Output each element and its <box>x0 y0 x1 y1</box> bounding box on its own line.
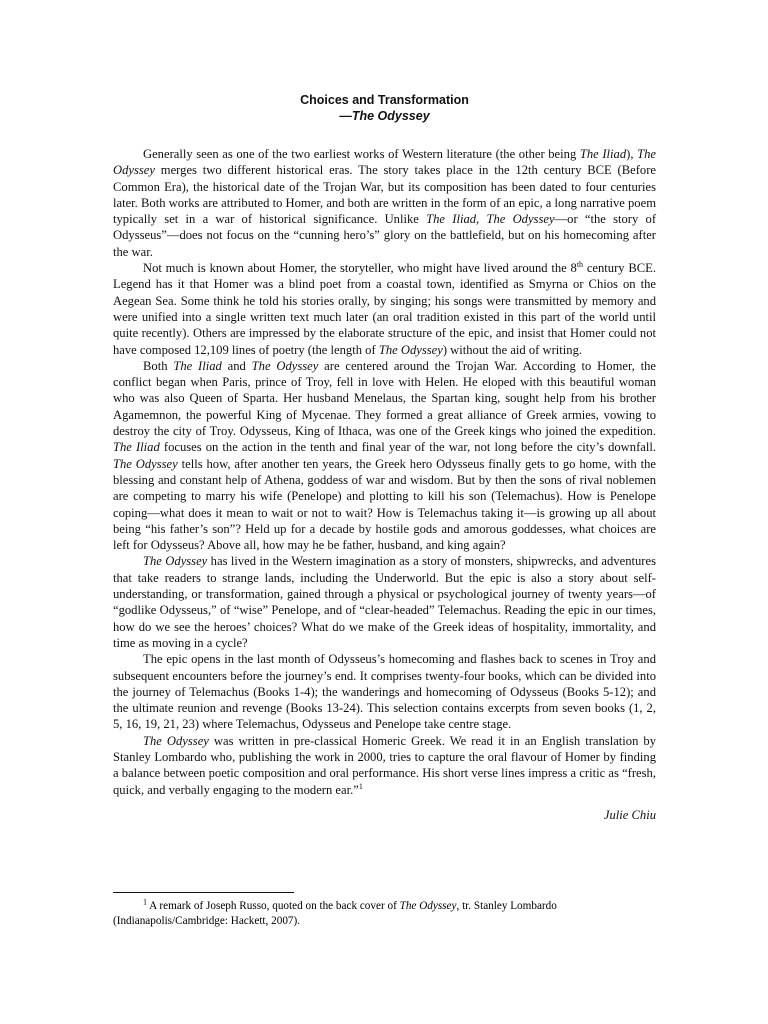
italic-title: The Iliad <box>173 358 222 373</box>
italic-title: The Odyssey <box>399 900 457 912</box>
text-run: —or “the story of Odysseus”—does not focus on the “cunning hero’s” glory on the battlefield, but on his homecoming after the war. <box>113 212 657 259</box>
paragraph <box>113 651 656 732</box>
italic-title: The Iliad <box>426 212 477 227</box>
text-run: , <box>476 212 487 227</box>
paragraph <box>113 358 656 554</box>
superscript: 1 <box>143 897 147 907</box>
italic-title: The Odyssey <box>143 554 208 569</box>
text-run: and <box>221 358 252 373</box>
page-title: Choices and Transformation <box>300 93 469 107</box>
italic-title: The Iliad <box>579 147 627 161</box>
text-run: century BCE. Legend has it that Homer was a blind poet from a coastal town, identified as Smyrna or Chios on the Aegean Sea. Some think he told his stories orally, by singing; his songs were transmitted by memory and were unified into a single written text much later (an oral tradition existed in this part of the world until quite recently). Others are impressed by the elaborate structure of the epic, and insist that Homer could not have composed 12,109 lines of poetry (the length of <box>113 261 657 357</box>
text-run: Both <box>143 358 174 373</box>
paragraph <box>113 260 656 358</box>
italic-title: The Odyssey <box>113 147 656 178</box>
document-page <box>113 0 656 823</box>
page-subtitle: —The Odyssey <box>339 109 430 123</box>
superscript: th <box>576 259 584 269</box>
italic-title: The Odyssey <box>486 212 555 227</box>
text-run: are centered around the Trojan War. According to Homer, the conflict began when Paris, prince of Troy, fell in love with Helen. He eloped with this beautiful woman who was also Queen of Sparta. Her husband Menelaus, the Spartan king, sought help from his brother Agamemnon, the powerful King of Mycenae. They formed a great alliance of Greek armies, vowing to destroy the city of Troy. Odysseus, King of Ithaca, was one of the Greek kings who joined the expedition. <box>113 358 656 439</box>
text-run: tells how, after another ten years, the Greek hero Odysseus finally gets to go home, with the blessing and constant help of Athena, goddess of war and wisdom. But by then the sons of rival noblemen are competing to marry his wife (Penelope) and plotting to kill his son (Telemachus). How is Penelope coping—what does it mean to wait or not to wait? How is Telemachus taking it—is growing up all about being “his father’s son”? Held up for a decade by hostile gods and amorous goddesses, what choices are left for Odysseus? Above all, how may he be father, husband, and king again? <box>113 456 656 553</box>
text-run: was written in pre-classical Homeric Greek. We read it in an English translation by Stanley Lombardo who, publishing the work in 2000, tries to capture the oral flavour of Homer by finding a balance between poetic composition and oral performance. His short verse lines impress a critic as “fresh, quick, and verbally engaging to the modern ear.” <box>113 733 656 797</box>
text-run: merges two different historical eras. The story takes place in the 12th century BCE (Before Common Era), the historical date of the Trojan War, but its composition has been dated to four centuries later. Both works are attributed to Homer, and both are written in the form of an epic, a long narrative poem typically set in a war of historical significance. Unlike <box>113 163 656 227</box>
text-run: has lived in the Western imagination as a story of monsters, shipwrecks, and adventures that take readers to strange lands, including the Underworld. But the epic is also a story about self-understanding, or transformation, gained through a physical or psychological journey of twenty years—of “godlike Odysseus,” of “wise” Penelope, and of “clear-headed” Telemachus. Reading the epic in our times, how do we see the heroes’ choices? What do we make of the Greek ideas of hospitality, immortality, and time as moving in a cycle? <box>113 554 656 650</box>
italic-title: The Odyssey <box>113 456 178 471</box>
text-run: A remark of Joseph Russo, quoted on the back cover of <box>147 900 400 912</box>
author-signature: Julie Chiu <box>603 807 656 822</box>
text-run: , tr. Stanley Lombardo (Indianapolis/Cambridge: Hackett, 2007). <box>113 900 557 927</box>
text-run: ) without the aid of writing. <box>442 342 583 357</box>
text-run: Not much is known about Homer, the storyteller, who might have lived around the 8 <box>143 261 577 276</box>
text-run: Generally seen as one of the two earliest works of Western literature (the other being <box>143 147 580 161</box>
italic-title: The Odyssey <box>251 358 319 373</box>
text-run: ), <box>626 147 638 161</box>
text-run: focuses on the action in the tenth and final year of the war, not long before the city’s downfall. <box>159 440 657 455</box>
footnote-divider <box>113 892 294 893</box>
italic-title: The Odyssey <box>378 342 443 357</box>
paragraph <box>113 553 656 651</box>
body-text <box>113 146 656 798</box>
footnote <box>113 899 656 928</box>
italic-title: The Odyssey <box>143 733 209 748</box>
paragraph <box>113 733 656 798</box>
italic-title: The Iliad <box>113 440 160 455</box>
paragraph <box>113 146 656 260</box>
title-block <box>113 92 656 124</box>
superscript: 1 <box>358 781 363 791</box>
text-run: The epic opens in the last month of Odysseus’s homecoming and flashes back to scenes in Troy and subsequent encounters before the journey’s end. It comprises twenty-four books, which can be divided into the journey of Telemachus (Books 1-4); the wanderings and homecoming of Odysseus (Books 5-12); and the ultimate reunion and revenge (Books 13-24). This selection contains excerpts from seven books (1, 2, 5, 16, 19, 21, 23) where Telemachus, Odysseus and Penelope take centre stage. <box>113 652 656 732</box>
